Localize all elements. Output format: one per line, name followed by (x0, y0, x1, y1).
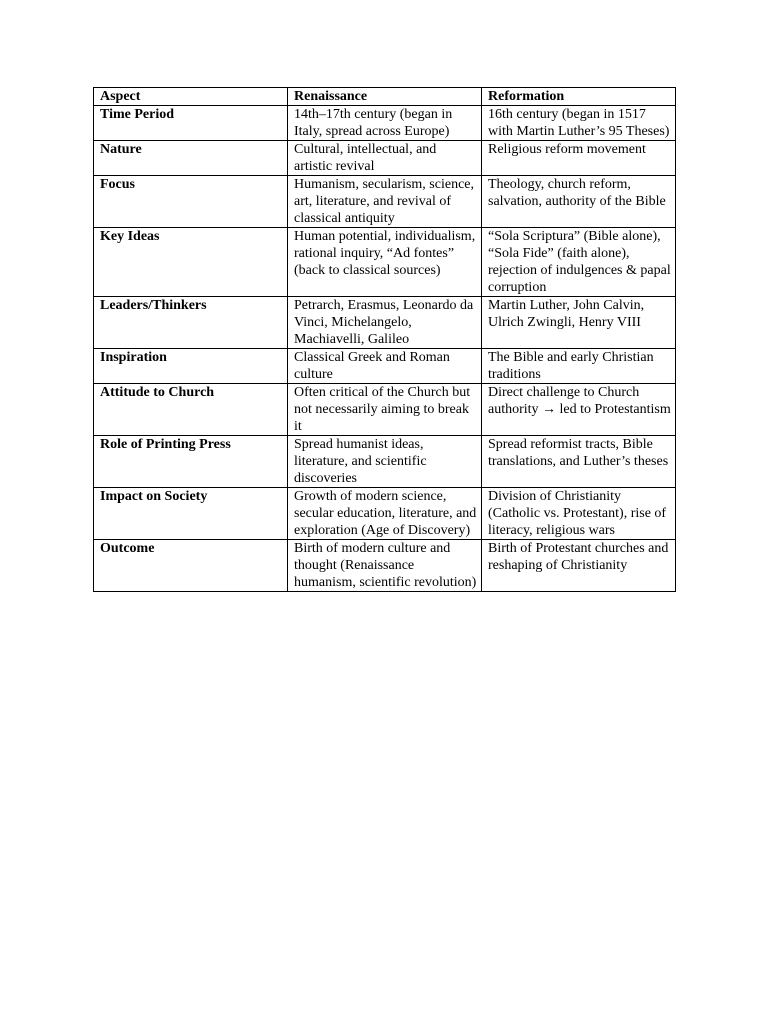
column-header-aspect: Aspect (94, 88, 288, 106)
table-row (94, 141, 676, 176)
table-row (94, 228, 676, 297)
renaissance-cell: Human potential, individualism, rational inquiry, “Ad fontes” (back to classical sources) (288, 228, 482, 297)
reformation-cell: 16th century (began in 1517 with Martin Luther’s 95 Theses) (482, 106, 676, 141)
table-row (94, 488, 676, 540)
renaissance-cell: 14th–17th century (began in Italy, spread across Europe) (288, 106, 482, 141)
reformation-cell: Division of Christianity (Catholic vs. Protestant), rise of literacy, religious wars (482, 488, 676, 540)
reformation-cell: Spread reformist tracts, Bible translations, and Luther’s theses (482, 436, 676, 488)
renaissance-cell: Cultural, intellectual, and artistic revival (288, 141, 482, 176)
reformation-cell: Theology, church reform, salvation, authority of the Bible (482, 176, 676, 228)
reformation-cell: Martin Luther, John Calvin, Ulrich Zwingli, Henry VIII (482, 297, 676, 349)
aspect-cell: Key Ideas (94, 228, 288, 297)
aspect-cell: Outcome (94, 540, 288, 592)
aspect-cell: Leaders/Thinkers (94, 297, 288, 349)
table-header-row (94, 88, 676, 106)
reformation-cell: Direct challenge to Church authority → led to Protestantism (482, 384, 676, 436)
renaissance-cell: Spread humanist ideas, literature, and scientific discoveries (288, 436, 482, 488)
aspect-cell: Focus (94, 176, 288, 228)
reformation-cell: The Bible and early Christian traditions (482, 349, 676, 384)
column-header-reformation: Reformation (482, 88, 676, 106)
table-row (94, 297, 676, 349)
aspect-cell: Impact on Society (94, 488, 288, 540)
aspect-cell: Time Period (94, 106, 288, 141)
renaissance-cell: Birth of modern culture and thought (Renaissance humanism, scientific revolution) (288, 540, 482, 592)
reformation-cell: “Sola Scriptura” (Bible alone), “Sola Fide” (faith alone), rejection of indulgences & papal corruption (482, 228, 676, 297)
renaissance-cell: Petrarch, Erasmus, Leonardo da Vinci, Michelangelo, Machiavelli, Galileo (288, 297, 482, 349)
table-row (94, 384, 676, 436)
reformation-cell: Religious reform movement (482, 141, 676, 176)
aspect-cell: Inspiration (94, 349, 288, 384)
table-row (94, 436, 676, 488)
table-row (94, 540, 676, 592)
reformation-cell: Birth of Protestant churches and reshaping of Christianity (482, 540, 676, 592)
renaissance-cell: Classical Greek and Roman culture (288, 349, 482, 384)
renaissance-cell: Often critical of the Church but not necessarily aiming to break it (288, 384, 482, 436)
table-row (94, 176, 676, 228)
aspect-cell: Role of Printing Press (94, 436, 288, 488)
renaissance-cell: Growth of modern science, secular education, literature, and exploration (Age of Discovery) (288, 488, 482, 540)
renaissance-cell: Humanism, secularism, science, art, literature, and revival of classical antiquity (288, 176, 482, 228)
column-header-renaissance: Renaissance (288, 88, 482, 106)
table-row (94, 349, 676, 384)
comparison-table (93, 87, 676, 592)
table-row (94, 106, 676, 141)
aspect-cell: Attitude to Church (94, 384, 288, 436)
aspect-cell: Nature (94, 141, 288, 176)
